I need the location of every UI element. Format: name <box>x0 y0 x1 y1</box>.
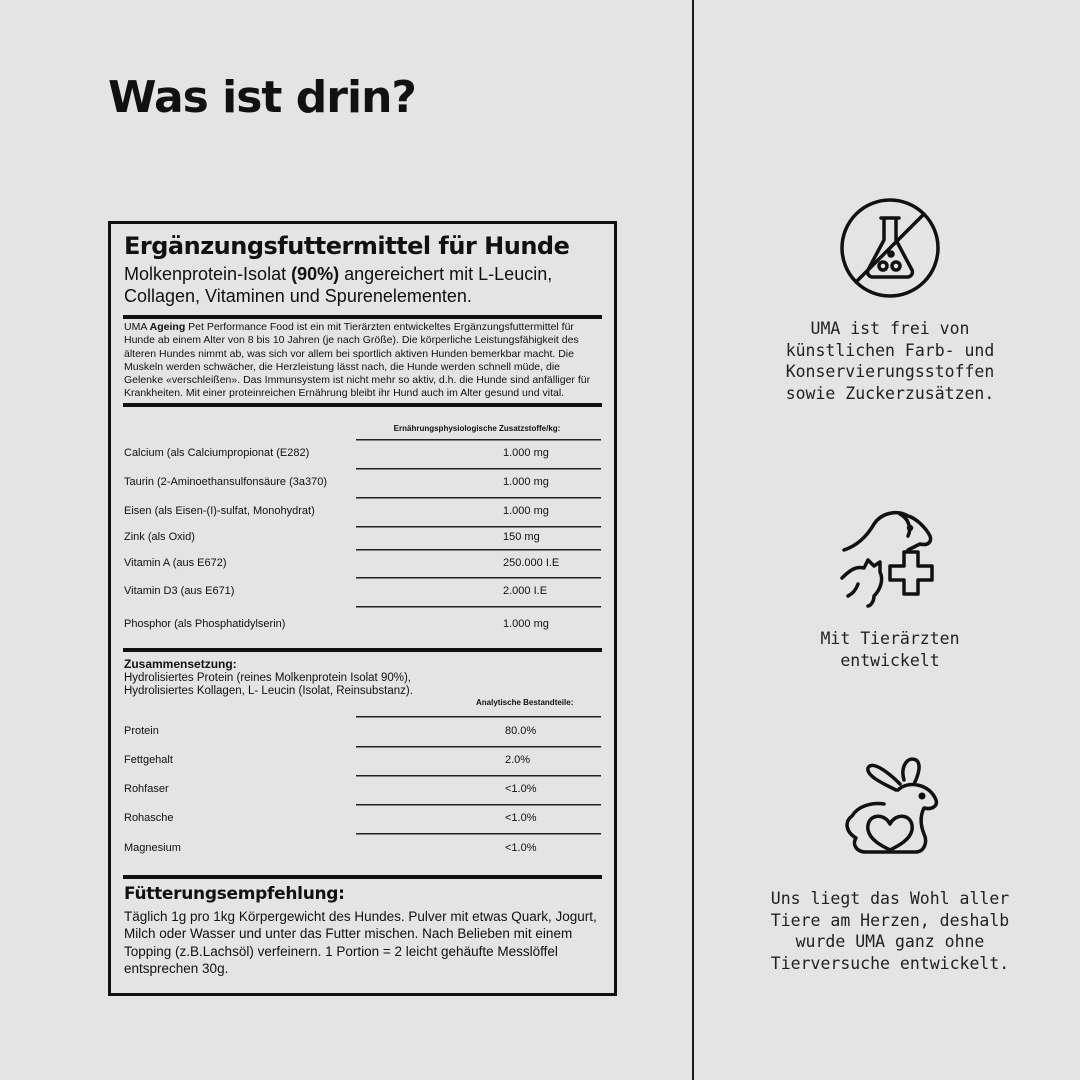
row-label: Rohfaser <box>124 783 169 796</box>
row-label: Vitamin A (aus E672) <box>124 556 227 569</box>
composition-text: Hydrolisiertes Protein (reines Molkenprotein Isolat 90%), Hydrolisiertes Kollagen, L- Leucin (Isolat, Reinsubstanz). <box>124 671 413 697</box>
table-row <box>124 468 601 497</box>
row-value: 1.000 mg <box>503 447 549 460</box>
table-row <box>124 549 601 577</box>
feeding-title: Fütterungsempfehlung: <box>124 883 345 904</box>
page-heading: Was ist drin? <box>108 72 416 123</box>
additives-table <box>124 439 601 643</box>
no-chemicals-icon <box>700 196 1080 300</box>
row-label: Calcium (als Calciumpropionat (E282) <box>124 447 310 460</box>
table-row <box>124 716 601 746</box>
additives-header: Ernährungsphysiologische Zusatzstoffe/kg: <box>393 423 561 433</box>
row-value: 1.000 mg <box>503 618 549 631</box>
row-value: <1.0% <box>505 841 537 854</box>
row-value: 1.000 mg <box>503 505 549 518</box>
dog-cat-health-icon <box>700 506 1080 610</box>
row-label: Phosphor (als Phosphatidylserin) <box>124 618 286 631</box>
row-value: <1.0% <box>505 812 537 825</box>
feature-no-animal-testing <box>700 754 1080 974</box>
label-rule <box>123 875 602 879</box>
table-row <box>124 746 601 775</box>
row-label: Eisen (als Eisen-(I)-sulfat, Monohydrat) <box>124 505 315 518</box>
row-value: 80.0% <box>505 724 537 737</box>
table-row <box>124 606 601 643</box>
row-label: Magnesium <box>124 841 181 854</box>
row-value: 250.000 I.E <box>503 556 560 569</box>
product-label <box>108 221 617 996</box>
row-label: Zink (als Oxid) <box>124 531 195 544</box>
analytical-header: Analytische Bestandteile: <box>476 697 574 707</box>
label-subtitle: Molkenprotein-Isolat (90%) angereichert mit L-Leucin, Collagen, Vitaminen und Spurenelementen. <box>124 264 553 306</box>
label-description: UMA Ageing Pet Performance Food ist ein mit Tierärzten entwickeltes Ergänzungsfuttermittel für Hunde ab einem Alter von 8 bis 10 Jahren (je nach Größe). Die körperliche Leistungsfähigkeit des älteren Hundes nimmt ab, was sich vor allem bei sportlich aktiven Hunden bemerkbar macht. Die Muskeln werden schwächer, die Herzleistung lässt nach, die Hunde werden schnell müde, die Gelenke «verschleißen». Das Immunsystem ist nicht mehr so aktiv, d.h. die Hunde sind anfälliger für Krankheiten. Mit einer proteinreichen Ernährung bleibt ihr Hund auch im Alter gesund und vital. <box>124 321 591 400</box>
row-value: 2.0% <box>505 754 531 767</box>
vertical-divider <box>692 0 694 1080</box>
composition-title: Zusammensetzung: <box>124 656 237 671</box>
feature-text: UMA ist frei von künstlichen Farb- und Konservierungsstoffen sowie Zuckerzusätzen. <box>785 319 995 403</box>
feature-vet-developed <box>700 506 1080 671</box>
row-label: Taurin (2-Aminoethansulfonsäure (3a370) <box>124 476 328 489</box>
row-value: <1.0% <box>505 783 537 796</box>
table-row <box>124 577 601 606</box>
table-row <box>124 775 601 804</box>
table-row <box>124 526 601 549</box>
rabbit-heart-icon <box>700 754 1080 858</box>
row-value: 2.000 I.E <box>503 585 548 598</box>
row-label: Rohasche <box>124 812 174 825</box>
table-row <box>124 804 601 833</box>
table-row <box>124 497 601 526</box>
composition <box>124 652 601 716</box>
row-label: Fettgehalt <box>124 754 173 767</box>
feature-text: Mit Tierärzten entwickelt <box>820 629 960 670</box>
label-title: Ergänzungsfuttermittel für Hunde <box>124 232 570 260</box>
row-label: Vitamin D3 (aus E671) <box>124 585 235 598</box>
table-row <box>124 439 601 468</box>
row-value: 1.000 mg <box>503 476 549 489</box>
row-value: 150 mg <box>503 531 540 544</box>
feature-text: Uns liegt das Wohl aller Tiere am Herzen, deshalb wurde UMA ganz ohne Tierversuche entwickelt. <box>770 889 1010 973</box>
feeding-text: Täglich 1g pro 1kg Körpergewicht des Hundes. Pulver mit etwas Quark, Jogurt, Milch oder Wasser und unter das Futter mischen. Nach Belieben mit einem Topping (z.B.Lachsöl) verfeinern. 1 Portion = 2 leicht gehäufte Messlöffel entsprechen 30g. <box>124 908 597 977</box>
row-label: Protein <box>124 724 159 737</box>
feature-no-additives <box>700 196 1080 404</box>
table-row <box>124 833 601 863</box>
analytical-table <box>124 716 601 863</box>
